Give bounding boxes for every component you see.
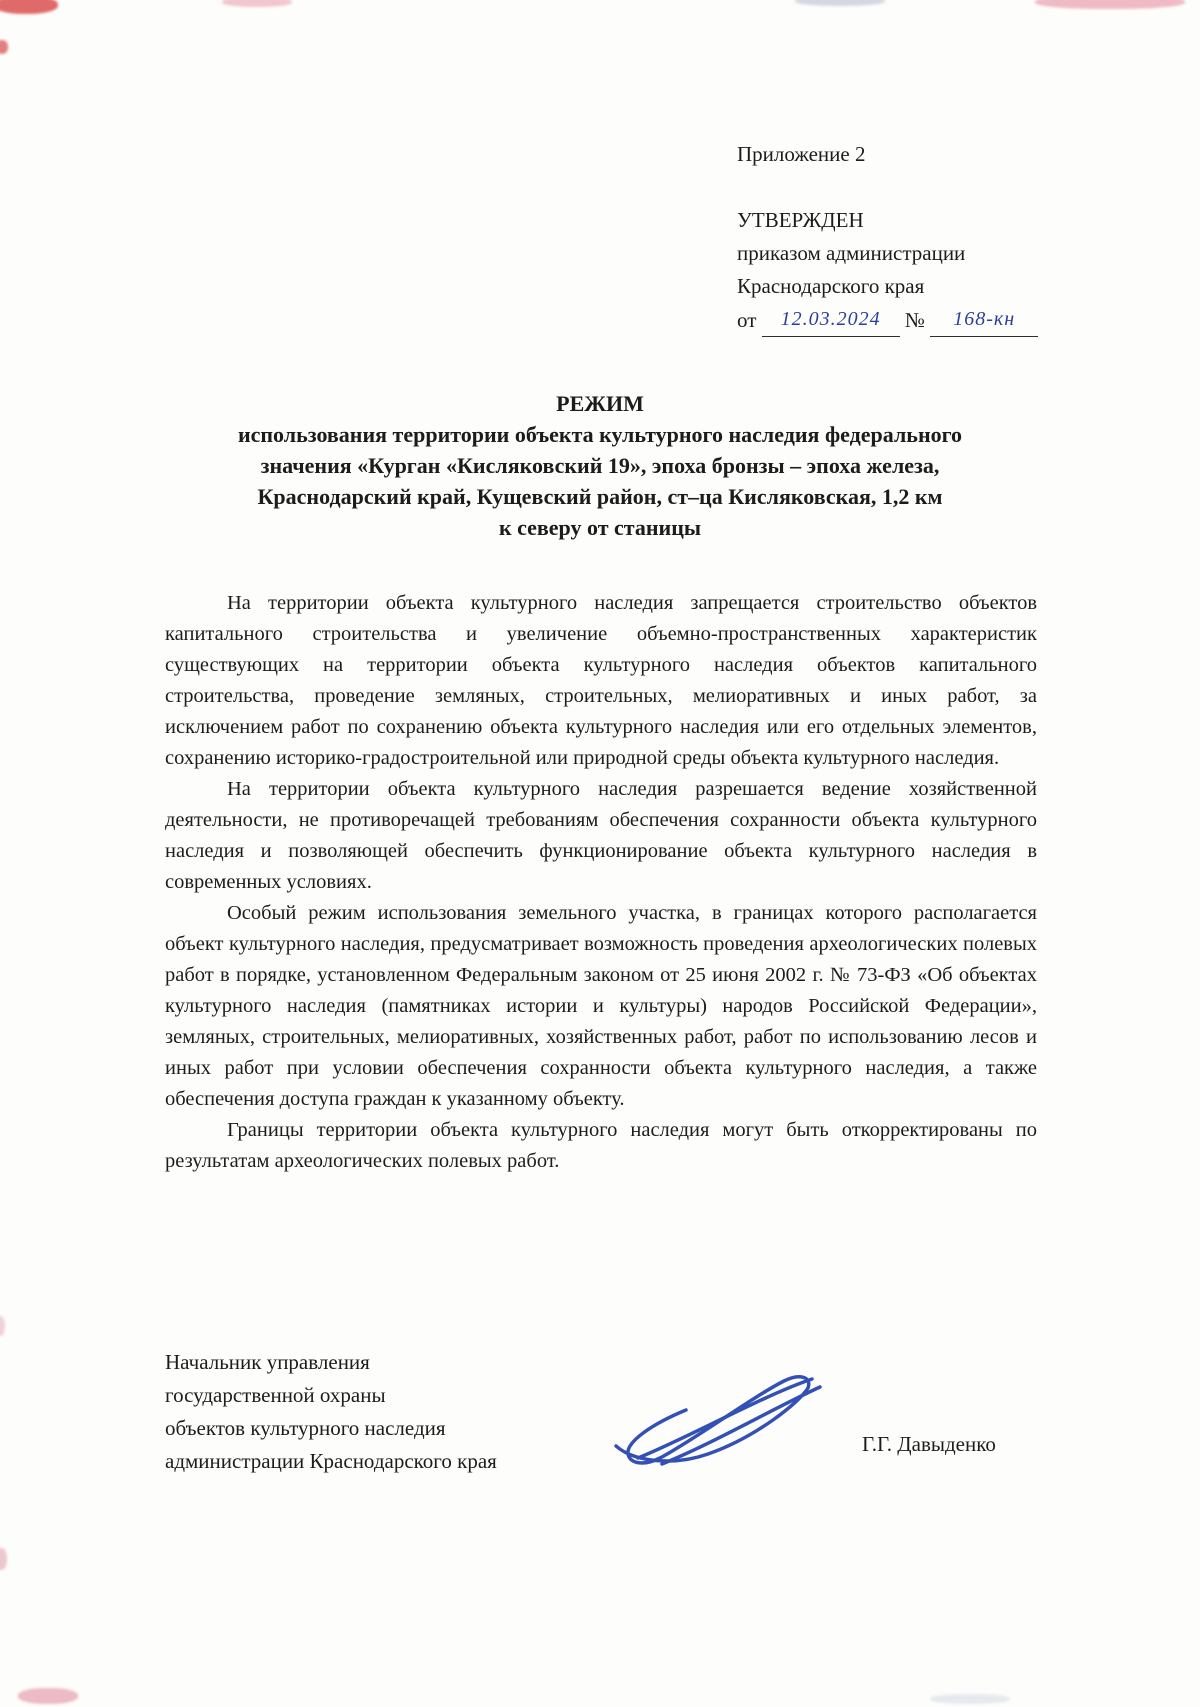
scan-artifact <box>18 1688 78 1704</box>
scan-artifact <box>930 1694 1010 1704</box>
document-title <box>100 388 1100 543</box>
scan-artifact <box>222 0 292 7</box>
signatory-position <box>165 1346 497 1478</box>
title-line: к северу от станицы <box>498 515 702 540</box>
scan-artifact <box>795 0 885 6</box>
position-line: администрации Краснодарского края <box>165 1449 497 1473</box>
paragraph: Границы территории объекта культурного наследия могут быть откорректированы по результатам археологических полевых работ. <box>165 1119 1037 1172</box>
scan-artifact <box>0 0 58 14</box>
position-line: объектов культурного наследия <box>165 1416 446 1440</box>
paragraph: На территории объекта культурного наследия разрешается ведение хозяйственной деятельности, не противоречащей требованиям обеспечения сохранности объекта культурного наследия и позволяющей обеспечить функционирование объекта культурного наследия в современных условиях. <box>165 778 1037 893</box>
scan-artifact <box>0 1316 5 1336</box>
approval-line: приказом администрации <box>737 241 966 265</box>
order-number-handwritten: 168-кн <box>930 303 1038 337</box>
from-label: от <box>737 308 757 332</box>
paragraph: На территории объекта культурного наследия запрещается строительство объектов капитального строительства и увеличение объемно-пространственных характеристик существующих на территории объекта культурного наследия объектов капитального строительства, проведение земляных, строительных, мелиоративных и иных работ, за исключением работ по сохранению объекта культурного наследия или его отдельных элементов, сохранению историко-градостроительной или природной среды объекта культурного наследия. <box>165 592 1037 769</box>
approval-order-line <box>737 303 1077 337</box>
document-body <box>165 588 1037 1177</box>
title-line: использования территории объекта культурного наследия федерального <box>237 422 963 447</box>
approval-block <box>737 204 1077 337</box>
approval-line: Краснодарского края <box>737 274 925 298</box>
scan-artifact <box>0 40 8 54</box>
number-sign: № <box>904 308 925 332</box>
signature-icon <box>600 1364 850 1482</box>
position-line: Начальник управления <box>165 1350 370 1374</box>
approval-line: УТВЕРЖДЕН <box>737 208 864 232</box>
title-line: РЕЖИМ <box>556 391 644 416</box>
scan-artifact <box>0 1548 7 1570</box>
scan-artifact <box>1035 0 1185 9</box>
signatory-name: Г.Г. Давыденко <box>862 1432 996 1456</box>
appendix-label: Приложение 2 <box>737 142 866 166</box>
title-line: значения «Курган «Кисляковский 19», эпоха бронзы – эпоха железа, <box>260 453 940 478</box>
title-line: Краснодарский край, Кущевский район, ст–ца Кисляковская, 1,2 км <box>257 484 943 509</box>
position-line: государственной охраны <box>165 1383 386 1407</box>
order-date-handwritten: 12.03.2024 <box>762 303 900 337</box>
paragraph: Особый режим использования земельного участка, в границах которого располагается объект культурного наследия, предусматривает возможность проведения археологических полевых работ в порядке, установленном Федеральным законом от 25 июня 2002 г. № 73-ФЗ «Об объектах культурного наследия (памятниках истории и культуры) народов Российской Федерации», земляных, строительных, мелиоративных, хозяйственных работ, работ по использованию лесов и иных работ при условии обеспечения сохранности объекта культурного наследия, а также обеспечения доступа граждан к указанному объекту. <box>165 902 1037 1110</box>
